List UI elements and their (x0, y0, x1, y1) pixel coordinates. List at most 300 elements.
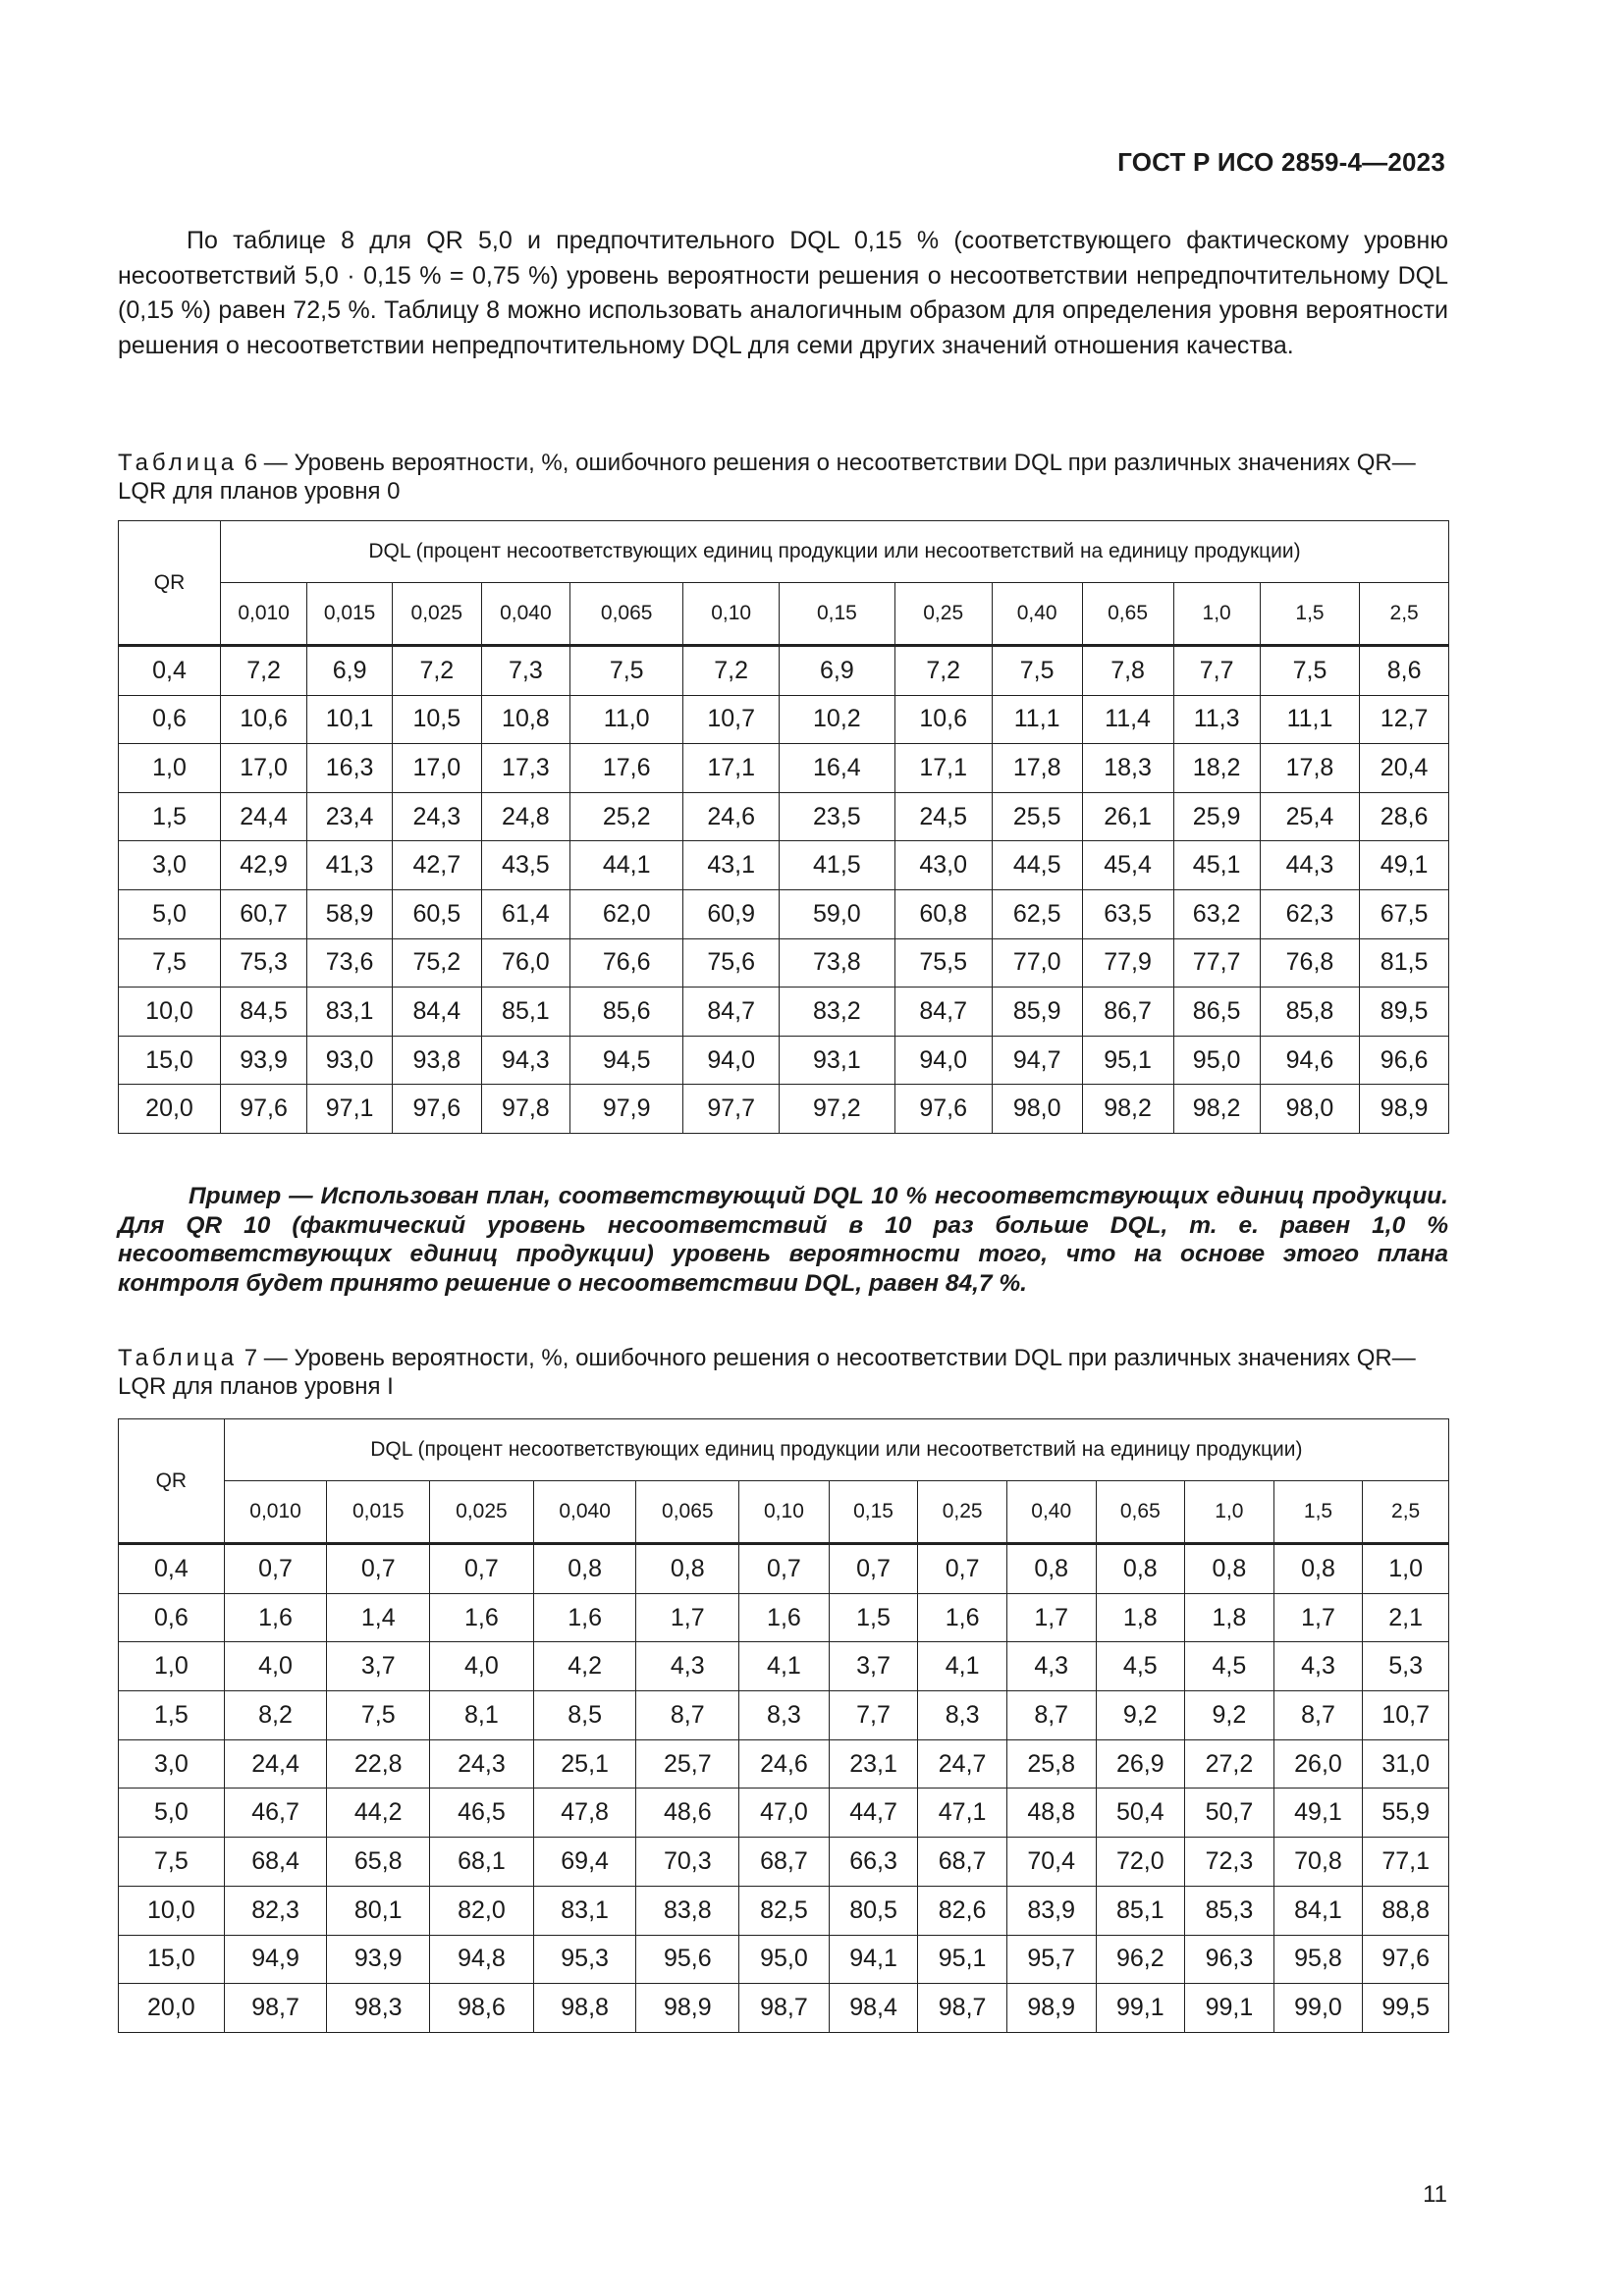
table6-value-cell: 98,2 (1173, 1085, 1260, 1134)
table6-value-cell: 43,5 (481, 841, 570, 890)
table7-caption (118, 1344, 1448, 1401)
table6-value-cell: 93,9 (221, 1036, 307, 1085)
table7-qr-cell: 10,0 (119, 1886, 225, 1935)
table6-value-cell: 63,2 (1173, 889, 1260, 938)
table6-value-cell: 98,0 (992, 1085, 1082, 1134)
table6-value-cell: 24,3 (393, 792, 482, 841)
table6-column-header: 1,5 (1260, 583, 1360, 646)
table7-value-cell: 68,4 (224, 1838, 327, 1887)
table7-value-cell: 9,2 (1096, 1691, 1185, 1740)
table7-qr-cell: 3,0 (119, 1739, 225, 1789)
table7-value-cell: 47,8 (533, 1789, 636, 1838)
table6-value-cell: 86,5 (1173, 988, 1260, 1037)
table7-value-cell: 27,2 (1185, 1739, 1274, 1789)
table6-value-cell: 93,1 (780, 1036, 895, 1085)
table7-value-cell: 83,9 (1006, 1886, 1096, 1935)
table7-value-cell: 95,1 (918, 1935, 1007, 1984)
table7-value-cell: 31,0 (1363, 1739, 1449, 1789)
table6-value-cell: 25,4 (1260, 792, 1360, 841)
table6-value-cell: 85,8 (1260, 988, 1360, 1037)
table7-column-header: 1,0 (1185, 1481, 1274, 1544)
table6-value-cell: 7,2 (393, 646, 482, 696)
table7-value-cell: 25,1 (533, 1739, 636, 1789)
table7-value-cell: 98,7 (918, 1984, 1007, 2033)
table7-value-cell: 0,7 (224, 1544, 327, 1594)
table6-value-cell: 20,4 (1360, 744, 1449, 793)
table7-value-cell: 68,7 (918, 1838, 1007, 1887)
table7-value-cell: 55,9 (1363, 1789, 1449, 1838)
table7-value-cell: 82,6 (918, 1886, 1007, 1935)
table6-row (119, 646, 1449, 696)
table6-value-cell: 17,1 (683, 744, 780, 793)
table7-value-cell: 23,1 (829, 1739, 918, 1789)
table7-value-cell: 7,5 (327, 1691, 430, 1740)
table7-value-cell: 1,0 (1363, 1544, 1449, 1594)
table6-dql-header: DQL (процент несоответствующих единиц продукции или несоответствий на единицу продукции) (221, 521, 1449, 583)
table7-qr-cell: 7,5 (119, 1838, 225, 1887)
table6-caption-text: 6 — Уровень вероятности, %, ошибочного решения о несоответствии DQL при различных значениях QR—LQR для планов уровня 0 (118, 450, 1416, 505)
table6-column-header: 0,40 (992, 583, 1082, 646)
intro-paragraph: По таблице 8 для QR 5,0 и предпочтительного DQL 0,15 % (соответствующего фактическому уровню несоответствий 5,0 · 0,15 % = 0,75 %) уровень вероятности решения о несоответствии непредпочтительному DQL (0,15 %) равен 72,5 %. Таблицу 8 можно использовать аналогичным образом для определения уровня вероятности решения о несоответствии непредпочтительному DQL для семи других значений отношения качества. (118, 227, 1448, 359)
table6-value-cell: 76,8 (1260, 938, 1360, 988)
table7-value-cell: 93,9 (327, 1935, 430, 1984)
table6-column-header: 0,25 (894, 583, 992, 646)
table7-column-header: 0,25 (918, 1481, 1007, 1544)
table6-value-cell: 43,1 (683, 841, 780, 890)
table7-value-cell: 0,8 (1096, 1544, 1185, 1594)
table7-row (119, 1691, 1449, 1740)
table7-value-cell: 82,3 (224, 1886, 327, 1935)
table7-value-cell: 82,0 (430, 1886, 534, 1935)
table7-value-cell: 97,6 (1363, 1935, 1449, 1984)
table6-value-cell: 49,1 (1360, 841, 1449, 890)
table6-qr-cell: 1,0 (119, 744, 221, 793)
table6-value-cell: 83,2 (780, 988, 895, 1037)
table7-value-cell: 88,8 (1363, 1886, 1449, 1935)
table7-value-cell: 8,7 (636, 1691, 739, 1740)
table7-column-header: 0,65 (1096, 1481, 1185, 1544)
table7-value-cell: 95,8 (1273, 1935, 1363, 1984)
table7-value-cell: 70,4 (1006, 1838, 1096, 1887)
table6-value-cell: 85,1 (481, 988, 570, 1037)
table7-column-header: 0,010 (224, 1481, 327, 1544)
table7 (118, 1418, 1449, 2033)
table6-value-cell: 24,5 (894, 792, 992, 841)
table6-qr-cell: 20,0 (119, 1085, 221, 1134)
table6-value-cell: 97,6 (894, 1085, 992, 1134)
table6-row (119, 1085, 1449, 1134)
table7-value-cell: 96,3 (1185, 1935, 1274, 1984)
table7-value-cell: 8,7 (1273, 1691, 1363, 1740)
table6-value-cell: 18,3 (1082, 744, 1173, 793)
table6-row (119, 1036, 1449, 1085)
table7-column-header: 0,065 (636, 1481, 739, 1544)
table7-value-cell: 4,5 (1185, 1642, 1274, 1691)
table6-value-cell: 24,6 (683, 792, 780, 841)
example-note: Пример — Использован план, соответствующий DQL 10 % несоответствующих единиц продукции. Для QR 10 (фактический уровень несоответствий в 10 раз больше DQL, т. е. равен 1,0 % несоответствующих единиц продукции) уровень вероятности того, что на основе этого плана контроля будет принято решение о несоответствии DQL, равен 84,7 %. (118, 1183, 1448, 1297)
table7-value-cell: 0,8 (1273, 1544, 1363, 1594)
table7-column-header: 0,040 (533, 1481, 636, 1544)
table6-value-cell: 16,3 (307, 744, 393, 793)
table6-value-cell: 94,0 (894, 1036, 992, 1085)
table6-value-cell: 10,8 (481, 695, 570, 744)
table7-value-cell: 8,1 (430, 1691, 534, 1740)
table7-value-cell: 50,4 (1096, 1789, 1185, 1838)
table7-value-cell: 4,5 (1096, 1642, 1185, 1691)
table6-value-cell: 95,1 (1082, 1036, 1173, 1085)
table6-value-cell: 60,5 (393, 889, 482, 938)
table7-value-cell: 65,8 (327, 1838, 430, 1887)
table7-row (119, 1984, 1449, 2033)
table7-value-cell: 25,7 (636, 1739, 739, 1789)
table6-value-cell: 77,0 (992, 938, 1082, 988)
table6-value-cell: 84,4 (393, 988, 482, 1037)
table6-value-cell: 25,5 (992, 792, 1082, 841)
table7-row (119, 1593, 1449, 1642)
table7-value-cell: 0,8 (533, 1544, 636, 1594)
table7-value-cell: 0,7 (327, 1544, 430, 1594)
table6-value-cell: 24,4 (221, 792, 307, 841)
table6-value-cell: 75,6 (683, 938, 780, 988)
table7-value-cell: 44,2 (327, 1789, 430, 1838)
table6-value-cell: 6,9 (307, 646, 393, 696)
table6-value-cell: 41,5 (780, 841, 895, 890)
table6-value-cell: 93,0 (307, 1036, 393, 1085)
table7-value-cell: 98,4 (829, 1984, 918, 2033)
table7-value-cell: 1,6 (918, 1593, 1007, 1642)
table6-value-cell: 45,1 (1173, 841, 1260, 890)
table7-value-cell: 1,8 (1185, 1593, 1274, 1642)
table7-column-header: 0,10 (739, 1481, 830, 1544)
table6-value-cell: 93,8 (393, 1036, 482, 1085)
table7-value-cell: 1,6 (430, 1593, 534, 1642)
table6-value-cell: 17,0 (393, 744, 482, 793)
table7-value-cell: 46,5 (430, 1789, 534, 1838)
table6-value-cell: 16,4 (780, 744, 895, 793)
table6-value-cell: 76,0 (481, 938, 570, 988)
table7-value-cell: 24,4 (224, 1739, 327, 1789)
table6-column-header: 0,015 (307, 583, 393, 646)
table6-value-cell: 43,0 (894, 841, 992, 890)
table7-column-header: 0,025 (430, 1481, 534, 1544)
table6-value-cell: 7,7 (1173, 646, 1260, 696)
table7-value-cell: 98,9 (1006, 1984, 1096, 2033)
table6-value-cell: 98,9 (1360, 1085, 1449, 1134)
table7-column-header: 0,40 (1006, 1481, 1096, 1544)
table6-value-cell: 10,7 (683, 695, 780, 744)
table7-value-cell: 85,3 (1185, 1886, 1274, 1935)
table6-value-cell: 7,2 (894, 646, 992, 696)
table6-row (119, 938, 1449, 988)
table7-column-header: 0,15 (829, 1481, 918, 1544)
table6-value-cell: 73,6 (307, 938, 393, 988)
table6-value-cell: 81,5 (1360, 938, 1449, 988)
table6-column-header: 0,040 (481, 583, 570, 646)
table6-value-cell: 97,1 (307, 1085, 393, 1134)
table6-row (119, 744, 1449, 793)
table7-value-cell: 8,7 (1006, 1691, 1096, 1740)
table6-value-cell: 42,9 (221, 841, 307, 890)
table7-value-cell: 25,8 (1006, 1739, 1096, 1789)
table7-column-header: 1,5 (1273, 1481, 1363, 1544)
table7-value-cell: 94,1 (829, 1935, 918, 1984)
table7-value-cell: 24,7 (918, 1739, 1007, 1789)
table6-value-cell: 7,5 (992, 646, 1082, 696)
table7-value-cell: 2,1 (1363, 1593, 1449, 1642)
table6-value-cell: 10,6 (894, 695, 992, 744)
table6-column-header: 0,010 (221, 583, 307, 646)
table6-value-cell: 97,2 (780, 1085, 895, 1134)
table6-value-cell: 7,5 (1260, 646, 1360, 696)
table6-value-cell: 26,1 (1082, 792, 1173, 841)
table6-value-cell: 97,6 (221, 1085, 307, 1134)
table6-column-header: 0,025 (393, 583, 482, 646)
table6-value-cell: 11,0 (570, 695, 683, 744)
table7-value-cell: 0,7 (739, 1544, 830, 1594)
table6-value-cell: 17,8 (1260, 744, 1360, 793)
table6-value-cell: 17,1 (894, 744, 992, 793)
table7-value-cell: 95,7 (1006, 1935, 1096, 1984)
table6-value-cell: 28,6 (1360, 792, 1449, 841)
table7-value-cell: 84,1 (1273, 1886, 1363, 1935)
table6-value-cell: 94,3 (481, 1036, 570, 1085)
table7-value-cell: 80,1 (327, 1886, 430, 1935)
table7-value-cell: 8,5 (533, 1691, 636, 1740)
table6-value-cell: 6,9 (780, 646, 895, 696)
table7-value-cell: 68,7 (739, 1838, 830, 1887)
table6-value-cell: 24,8 (481, 792, 570, 841)
table6-value-cell: 44,1 (570, 841, 683, 890)
table7-row (119, 1642, 1449, 1691)
table7-value-cell: 1,5 (829, 1593, 918, 1642)
table6-value-cell: 94,7 (992, 1036, 1082, 1085)
table7-qr-cell: 1,5 (119, 1691, 225, 1740)
table7-column-header: 0,015 (327, 1481, 430, 1544)
table7-value-cell: 48,6 (636, 1789, 739, 1838)
table6-value-cell: 17,3 (481, 744, 570, 793)
table6-value-cell: 61,4 (481, 889, 570, 938)
table6-value-cell: 84,5 (221, 988, 307, 1037)
table6-value-cell: 97,6 (393, 1085, 482, 1134)
table6-value-cell: 76,6 (570, 938, 683, 988)
table6-value-cell: 25,9 (1173, 792, 1260, 841)
table7-column-header: 2,5 (1363, 1481, 1449, 1544)
table6-value-cell: 62,5 (992, 889, 1082, 938)
table6-caption-label: Таблица (118, 450, 239, 476)
table7-value-cell: 83,8 (636, 1886, 739, 1935)
table7-row (119, 1544, 1449, 1594)
table6-value-cell: 73,8 (780, 938, 895, 988)
table7-value-cell: 24,6 (739, 1739, 830, 1789)
table6-value-cell: 10,5 (393, 695, 482, 744)
table6-value-cell: 7,2 (221, 646, 307, 696)
table7-value-cell: 98,8 (533, 1984, 636, 2033)
table7-value-cell: 83,1 (533, 1886, 636, 1935)
table7-value-cell: 46,7 (224, 1789, 327, 1838)
table7-value-cell: 4,1 (739, 1642, 830, 1691)
table7-value-cell: 47,0 (739, 1789, 830, 1838)
table7-value-cell: 1,4 (327, 1593, 430, 1642)
table6-value-cell: 11,3 (1173, 695, 1260, 744)
table7-value-cell: 4,3 (1273, 1642, 1363, 1691)
table6 (118, 520, 1449, 1134)
table7-value-cell: 22,8 (327, 1739, 430, 1789)
table6-value-cell: 7,8 (1082, 646, 1173, 696)
table7-value-cell: 50,7 (1185, 1789, 1274, 1838)
document-header: ГОСТ Р ИСО 2859-4—2023 (1117, 147, 1445, 177)
table6-value-cell: 98,0 (1260, 1085, 1360, 1134)
table6-value-cell: 8,6 (1360, 646, 1449, 696)
table6-value-cell: 11,4 (1082, 695, 1173, 744)
table6-value-cell: 17,0 (221, 744, 307, 793)
table6-value-cell: 11,1 (992, 695, 1082, 744)
table7-value-cell: 8,2 (224, 1691, 327, 1740)
table7-value-cell: 44,7 (829, 1789, 918, 1838)
table6-value-cell: 84,7 (683, 988, 780, 1037)
table6-value-cell: 18,2 (1173, 744, 1260, 793)
table6-value-cell: 62,0 (570, 889, 683, 938)
table7-caption-text: 7 — Уровень вероятности, %, ошибочного решения о несоответствии DQL при различных значениях QR—LQR для планов уровня I (118, 1345, 1416, 1400)
table6-row (119, 841, 1449, 890)
table6-value-cell: 83,1 (307, 988, 393, 1037)
table6-value-cell: 85,9 (992, 988, 1082, 1037)
table6-value-cell: 85,6 (570, 988, 683, 1037)
table7-value-cell: 1,6 (533, 1593, 636, 1642)
table7-value-cell: 99,0 (1273, 1984, 1363, 2033)
table7-value-cell: 4,2 (533, 1642, 636, 1691)
table7-value-cell: 70,3 (636, 1838, 739, 1887)
table6-value-cell: 89,5 (1360, 988, 1449, 1037)
table7-qr-cell: 20,0 (119, 1984, 225, 2033)
table6-value-cell: 97,9 (570, 1085, 683, 1134)
table6-qr-cell: 7,5 (119, 938, 221, 988)
table7-value-cell: 7,7 (829, 1691, 918, 1740)
table6-value-cell: 60,8 (894, 889, 992, 938)
table7-value-cell: 77,1 (1363, 1838, 1449, 1887)
table6-value-cell: 7,5 (570, 646, 683, 696)
table6-column-header: 0,10 (683, 583, 780, 646)
table6-value-cell: 12,7 (1360, 695, 1449, 744)
table6-qr-cell: 10,0 (119, 988, 221, 1037)
table7-value-cell: 95,0 (739, 1935, 830, 1984)
table6-value-cell: 95,0 (1173, 1036, 1260, 1085)
table7-value-cell: 0,8 (1185, 1544, 1274, 1594)
table6-column-header: 0,15 (780, 583, 895, 646)
table7-value-cell: 5,3 (1363, 1642, 1449, 1691)
table6-column-header: 0,065 (570, 583, 683, 646)
table7-value-cell: 4,3 (1006, 1642, 1096, 1691)
table7-value-cell: 80,5 (829, 1886, 918, 1935)
table6-value-cell: 7,2 (683, 646, 780, 696)
table7-value-cell: 99,5 (1363, 1984, 1449, 2033)
table7-value-cell: 98,7 (224, 1984, 327, 2033)
table7-value-cell: 9,2 (1185, 1691, 1274, 1740)
table6-column-header: 0,65 (1082, 583, 1173, 646)
table7-qr-cell: 1,0 (119, 1642, 225, 1691)
table6-value-cell: 94,0 (683, 1036, 780, 1085)
table6-qr-cell: 0,6 (119, 695, 221, 744)
table6-caption (118, 449, 1448, 506)
table7-value-cell: 98,9 (636, 1984, 739, 2033)
table6-value-cell: 10,1 (307, 695, 393, 744)
table7-value-cell: 94,9 (224, 1935, 327, 1984)
table7-value-cell: 47,1 (918, 1789, 1007, 1838)
table7-value-cell: 95,6 (636, 1935, 739, 1984)
table6-value-cell: 23,4 (307, 792, 393, 841)
table6-value-cell: 75,2 (393, 938, 482, 988)
table6-value-cell: 10,2 (780, 695, 895, 744)
table7-value-cell: 4,1 (918, 1642, 1007, 1691)
table6-value-cell: 11,1 (1260, 695, 1360, 744)
table6-value-cell: 86,7 (1082, 988, 1173, 1037)
table7-value-cell: 98,3 (327, 1984, 430, 2033)
table7-value-cell: 48,8 (1006, 1789, 1096, 1838)
table6-value-cell: 23,5 (780, 792, 895, 841)
table6-qr-cell: 3,0 (119, 841, 221, 890)
table7-value-cell: 24,3 (430, 1739, 534, 1789)
table7-qr-cell: 0,4 (119, 1544, 225, 1594)
table7-qr-cell: 15,0 (119, 1935, 225, 1984)
table7-value-cell: 4,0 (224, 1642, 327, 1691)
table6-qr-cell: 5,0 (119, 889, 221, 938)
table7-value-cell: 96,2 (1096, 1935, 1185, 1984)
table6-value-cell: 75,3 (221, 938, 307, 988)
table7-value-cell: 85,1 (1096, 1886, 1185, 1935)
table6-value-cell: 98,2 (1082, 1085, 1173, 1134)
table7-value-cell: 66,3 (829, 1838, 918, 1887)
table7-value-cell: 0,7 (918, 1544, 1007, 1594)
table7-value-cell: 98,7 (739, 1984, 830, 2033)
table6-value-cell: 96,6 (1360, 1036, 1449, 1085)
table6-row (119, 792, 1449, 841)
table7-value-cell: 10,7 (1363, 1691, 1449, 1740)
table7-value-cell: 1,7 (636, 1593, 739, 1642)
table6-row (119, 695, 1449, 744)
table7-value-cell: 4,3 (636, 1642, 739, 1691)
table7-row (119, 1739, 1449, 1789)
table7-value-cell: 98,6 (430, 1984, 534, 2033)
table6-row (119, 889, 1449, 938)
table6-value-cell: 59,0 (780, 889, 895, 938)
table7-value-cell: 8,3 (918, 1691, 1007, 1740)
table6-value-cell: 97,8 (481, 1085, 570, 1134)
table6-value-cell: 67,5 (1360, 889, 1449, 938)
table6-value-cell: 44,3 (1260, 841, 1360, 890)
table6-value-cell: 60,9 (683, 889, 780, 938)
table6-value-cell: 84,7 (894, 988, 992, 1037)
table6-value-cell: 42,7 (393, 841, 482, 890)
table7-value-cell: 1,6 (224, 1593, 327, 1642)
table6-value-cell: 58,9 (307, 889, 393, 938)
table6-value-cell: 77,7 (1173, 938, 1260, 988)
table6-column-header: 1,0 (1173, 583, 1260, 646)
table6-value-cell: 44,5 (992, 841, 1082, 890)
table6-value-cell: 10,6 (221, 695, 307, 744)
table7-qr-header: QR (119, 1419, 225, 1544)
table6-value-cell: 17,8 (992, 744, 1082, 793)
table6-value-cell: 97,7 (683, 1085, 780, 1134)
table7-value-cell: 3,7 (829, 1642, 918, 1691)
table6-value-cell: 62,3 (1260, 889, 1360, 938)
table7-value-cell: 0,8 (1006, 1544, 1096, 1594)
table7-value-cell: 3,7 (327, 1642, 430, 1691)
table6-value-cell: 63,5 (1082, 889, 1173, 938)
table7-row (119, 1935, 1449, 1984)
table7-value-cell: 26,9 (1096, 1739, 1185, 1789)
table6-value-cell: 41,3 (307, 841, 393, 890)
table6-value-cell: 25,2 (570, 792, 683, 841)
table7-value-cell: 26,0 (1273, 1739, 1363, 1789)
